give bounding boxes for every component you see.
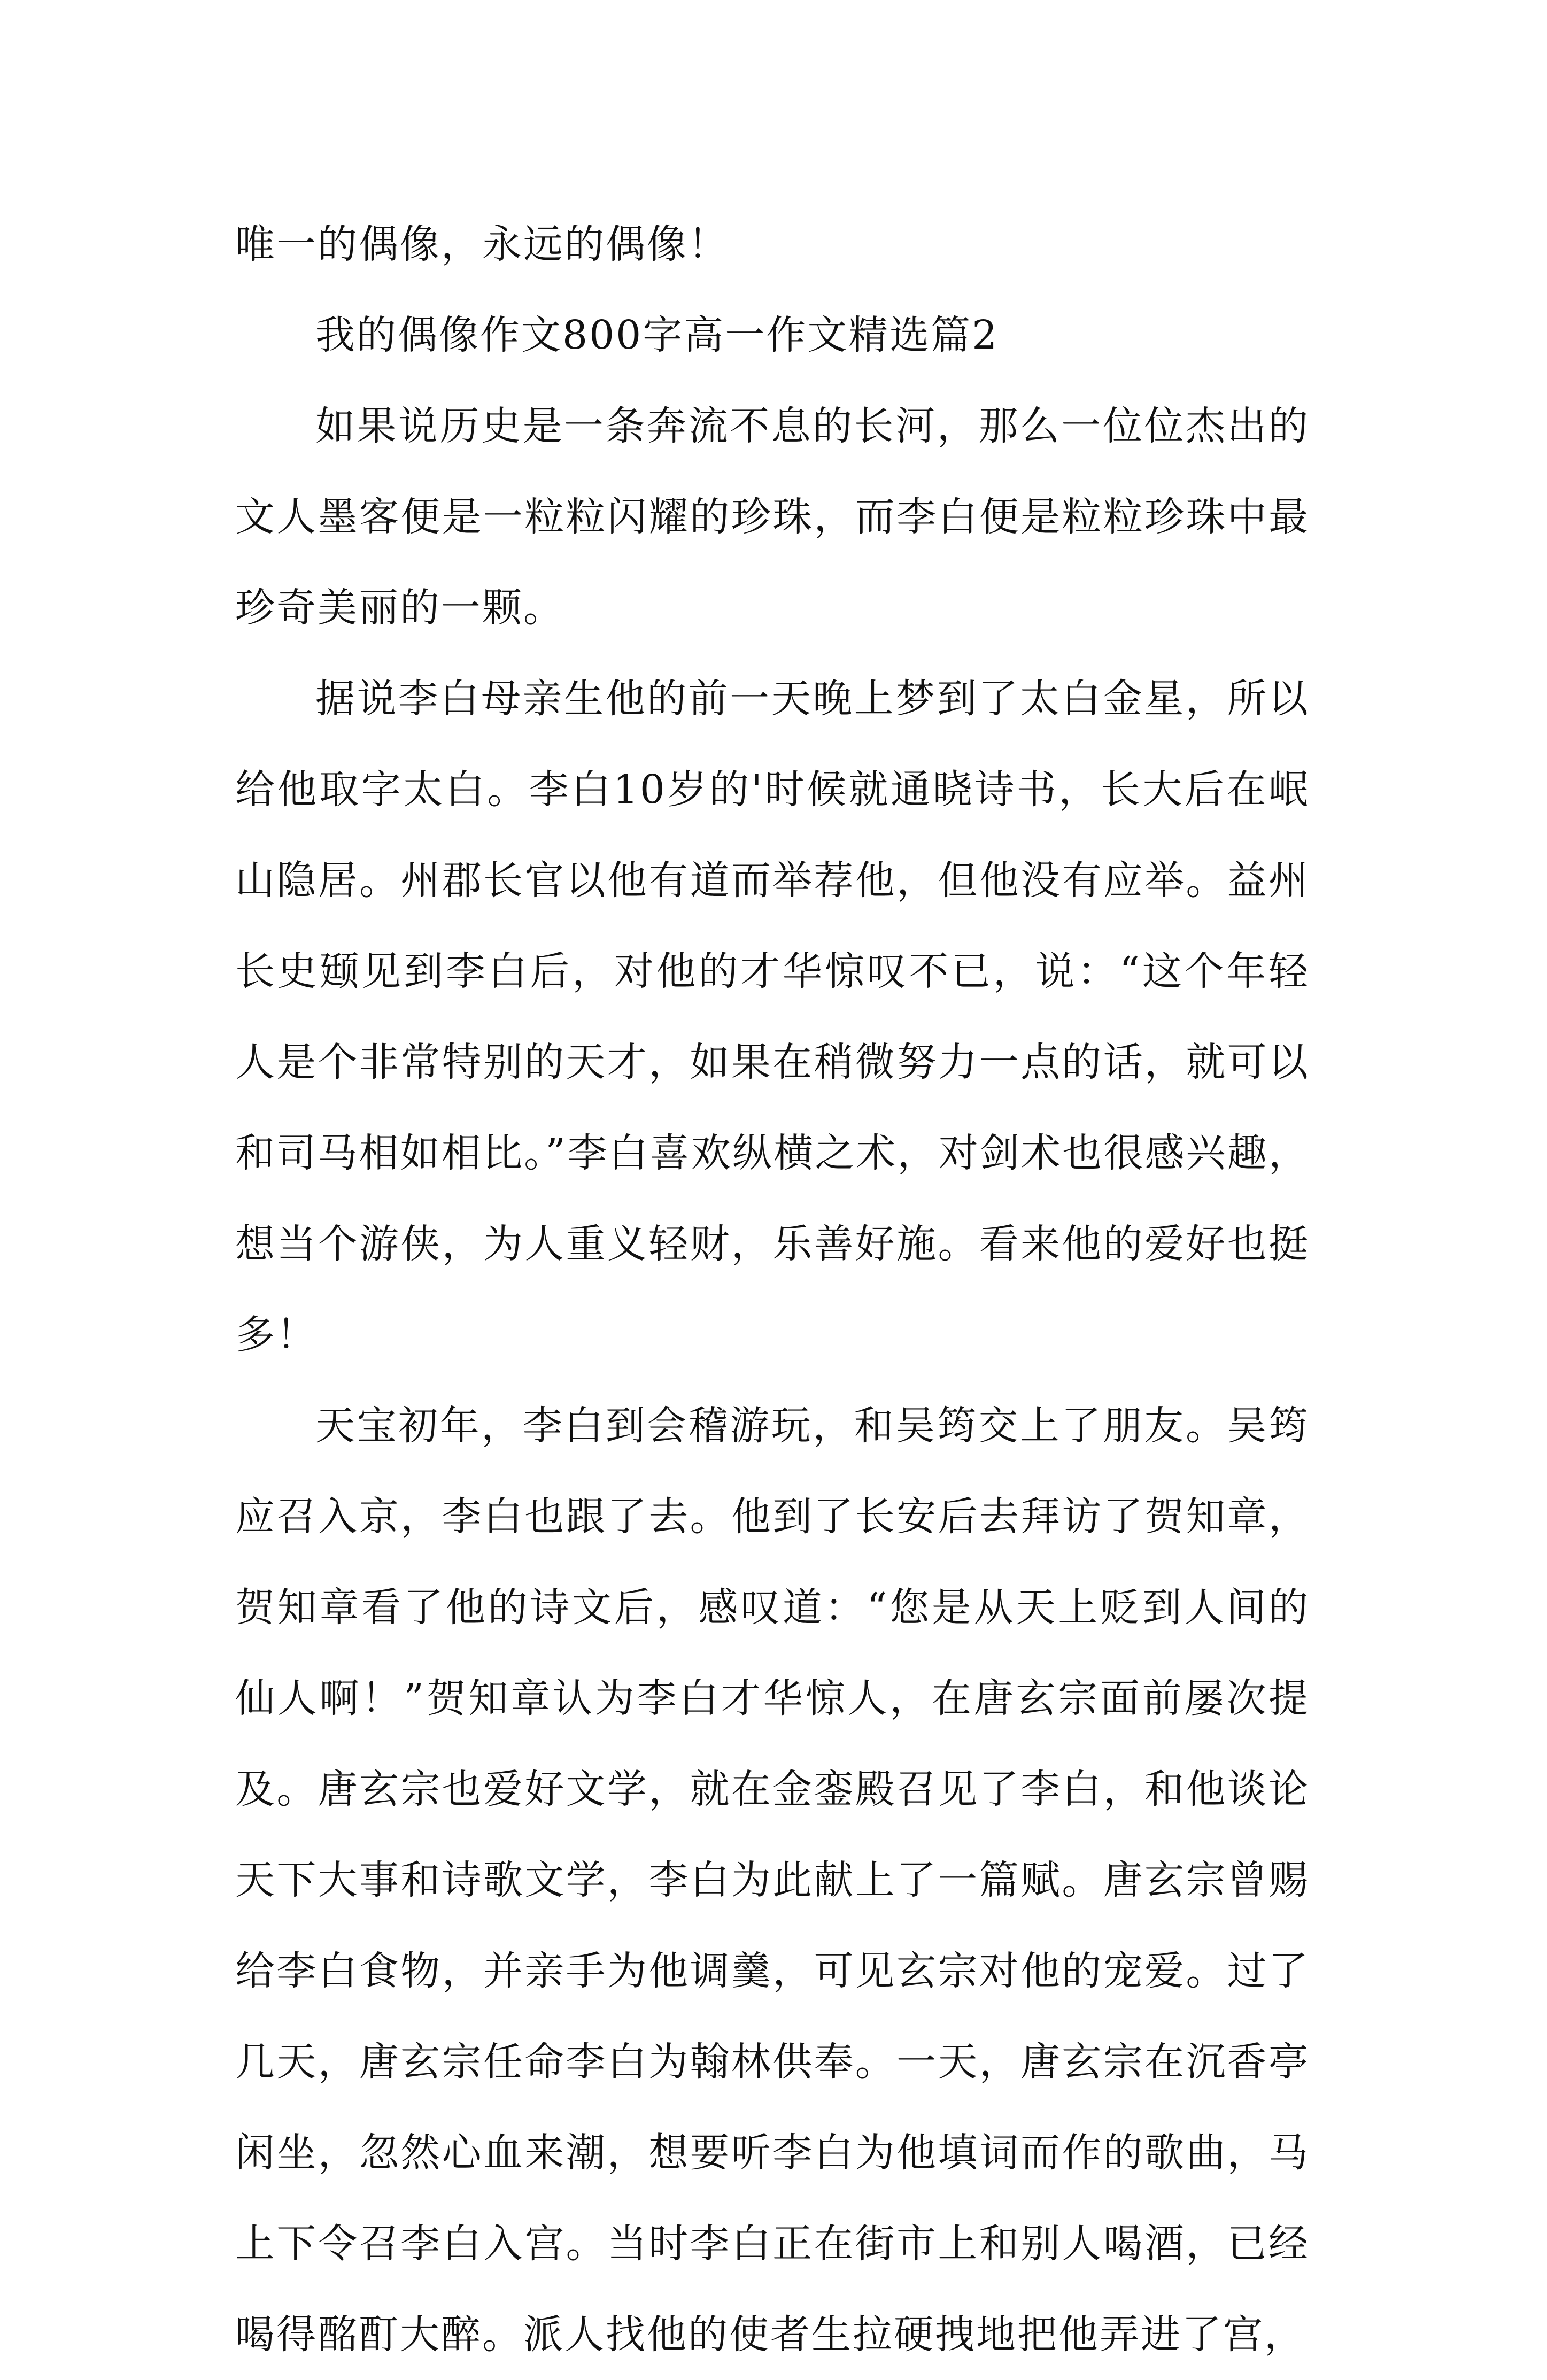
paragraph-biography: 据说李白母亲生他的前一天晚上梦到了太白金星，所以给他取字太白。李白10岁的'时候就通晓诗书，长大后在岷山隐居。州郡长官以他有道而举荐他，但他没有应举。益州长史颋见到李白后，对他的才华惊叹不已，说：“这个年轻人是个非常特别的天才，如果在稍微努力一点的话，就可以和司马相如相比。”李白喜欢纵横之术，对剑术也很感兴趣，想当个游侠，为人重义轻财，乐善好施。看来他的爱好也挺多！ (235, 676, 1310, 1358)
document-body (235, 199, 1310, 2380)
paragraph-closing-line: 唯一的偶像，永远的偶像！ (235, 221, 729, 267)
section-heading: 我的偶像作文800字高一作文精选篇2 (315, 312, 999, 358)
paragraph-tianbao: 天宝初年，李白到会稽游玩，和吴筠交上了朋友。吴筠应召入京，李白也跟了去。他到了长安后去拜访了贺知章，贺知章看了他的诗文后，感叹道：“您是从天上贬到人间的仙人啊！”贺知章认为李白才华惊人，在唐玄宗面前屡次提及。唐玄宗也爱好文学，就在金銮殿召见了李白，和他谈论天下大事和诗歌文学，李白为此献上了一篇赋。唐玄宗曾赐给李白食物，并亲手为他调羹，可见玄宗对他的宠爱。过了几天，唐玄宗任命李白为翰林供奉。一天，唐玄宗在沉香亭闲坐，忽然心血来潮，想要听李白为他填词而作的歌曲，马上下令召李白入宫。当时李白正在街市上和别人喝酒，已经喝得酩酊大醉。派人找他的使者生拉硬拽地把他弄进了宫， (235, 1403, 1310, 2358)
paragraph-intro: 如果说历史是一条奔流不息的长河，那么一位位杰出的文人墨客便是一粒粒闪耀的珍珠，而李白便是粒粒珍珠中最珍奇美丽的一颗。 (235, 403, 1310, 631)
